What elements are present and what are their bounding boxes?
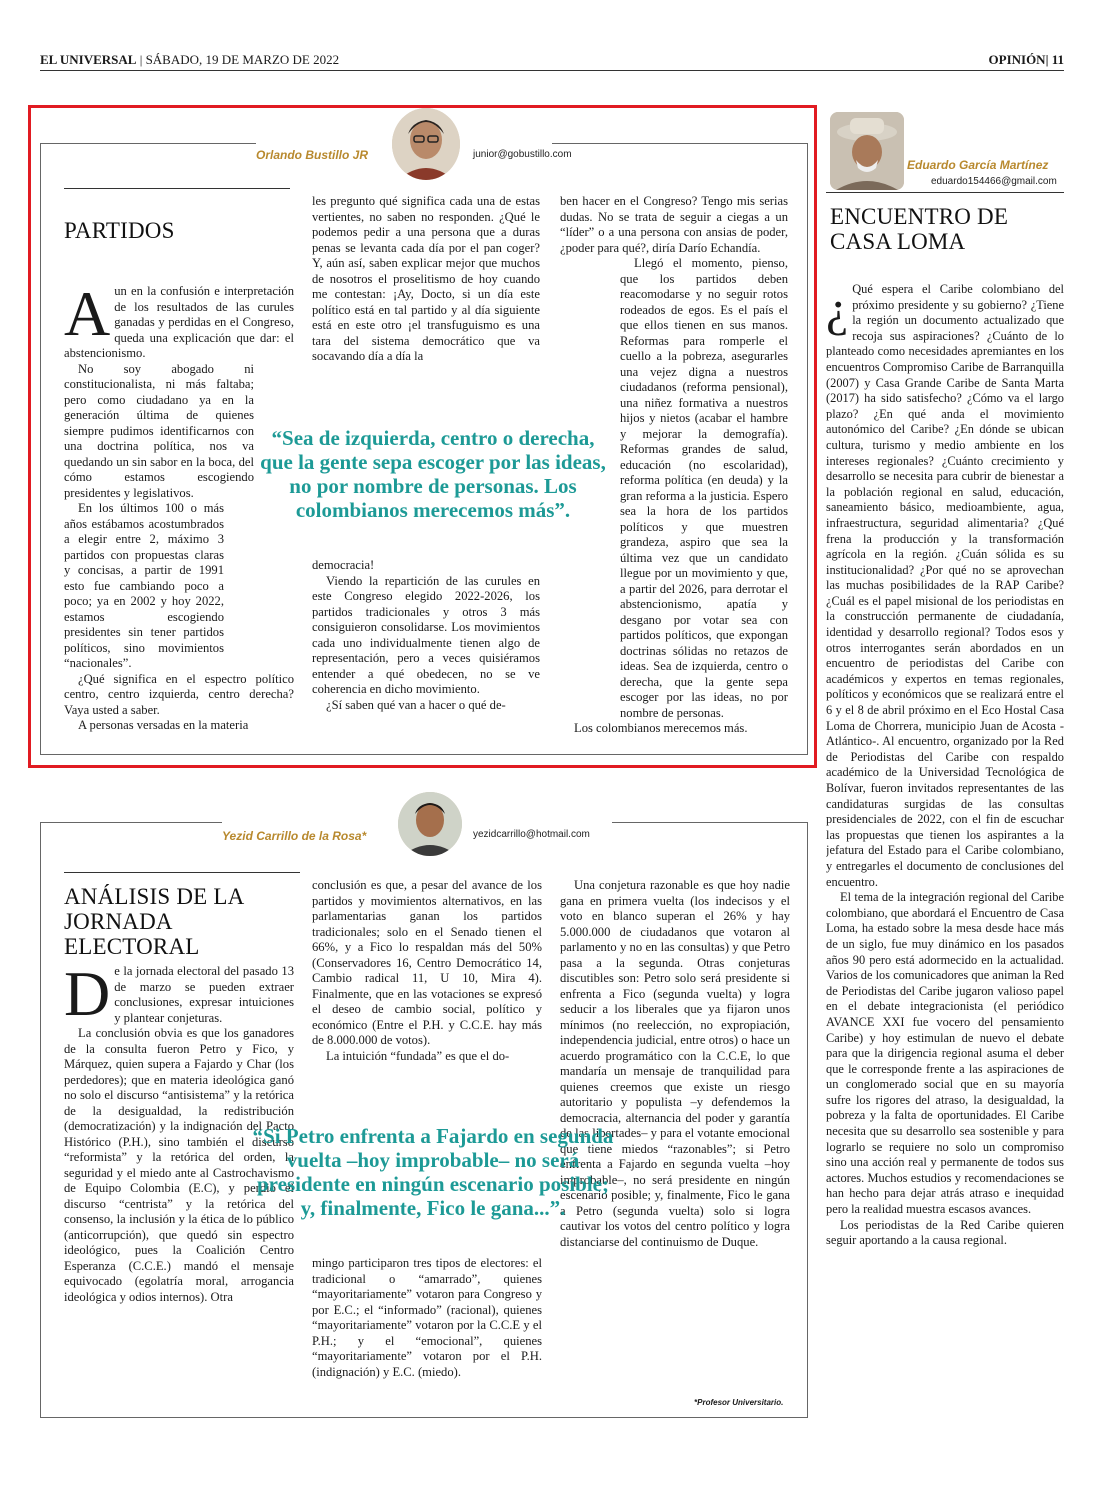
drop-cap: A xyxy=(64,284,111,349)
paragraph: un en la confusión e interpretación de los resultados de las curules ganadas y perdidas en el Congreso, queda una explicación que dar: el abstencionismo. xyxy=(64,284,294,360)
title-rule xyxy=(64,188,290,189)
author-email: yezidcarrillo@hotmail.com xyxy=(473,829,590,840)
paragraph: No soy abogado ni constitucionalista, ni más faltaba; pero como ciudadano ya en la generación última de quienes siempre pudimos identificarnos con una doctrina política, nos va quedando un sin sabor en la boca, del cómo estamos escogiendo presidentes y legislativos. xyxy=(64,361,254,500)
pull-quote: “Sea de izquierda, centro o derecha, que la gente sepa escoger por las ideas, no por nombre de personas. Los colombianos merecemos más”. xyxy=(260,426,606,522)
paragraph: democracia! xyxy=(312,558,375,572)
newspaper-name: EL UNIVERSAL xyxy=(40,52,137,67)
drop-cap: ¿ xyxy=(826,282,849,336)
author-photo xyxy=(398,792,462,856)
pull-quote: “Si Petro enfrenta a Fajardo en segunda vuelta –hoy improbable– no será presidente en ningún escenario posible; y, finalmente, Fico le gana...”. xyxy=(252,1124,614,1220)
article-column-2b xyxy=(312,1256,542,1410)
article-column-2a xyxy=(312,194,540,424)
paragraph: ¿Sí saben qué van a hacer o qué de- xyxy=(326,697,506,712)
author-photo xyxy=(830,112,904,190)
article-column-2a xyxy=(312,878,542,1108)
paragraph: ben hacer en el Congreso? Tengo mis serias dudas. No se trata de seguir a ciegas a un “líder” o a una persona con ansias de poder, ¿poder para qué?, diría Darío Echandía. xyxy=(560,194,788,255)
title-rule xyxy=(64,872,300,873)
masthead: EL UNIVERSAL | SÁBADO, 19 DE MARZO DE 2022 OPINIÓN| 11 xyxy=(40,50,1064,71)
paragraph: La intuición “fundada” es que el do- xyxy=(326,1048,510,1063)
paragraph: Qué espera el Caribe colombiano del próximo presidente y su gobierno? ¿Tiene la región un documento actualizado que recoja sus aspiraciones? ¿Cuánto de lo planteado como necesidades apremiantes en los encuentros Compromiso Caribe de Barranquilla (2007) y Casa Grande Caribe de Santa Marta (2017) ha sido satisfecho? ¿Cómo va el largo plazo? ¿En qué anda el movimiento autonómico del Caribe? ¿En dónde se ubican cultura, turismo y medio ambiente en los intereses regionales? ¿Cuánto crecimiento y desarrollo se necesita para cubrir de bienestar a la población regional en salud, educación, saneamiento básico, medioambiente, agua, infraestructura, seguridad alimentaria? ¿Qué frena la producción y la transformación agrícola en la región. ¿Cuán sólida es su institucionalidad? ¿Por qué no se aprovechan las muchas posibilidades de la RAP Caribe? ¿Cuál es el papel misional de los periodistas en la construcción permanente de ciudadanía, identidad y desarrollo regional? Todos esos y otros interrogantes serán abordados en un encuentro de periodistas del Caribe con académicos y expertos en temas regionales, políticos y económicos que se realizará entre el 6 y el 8 de abril próximo en el Eco Hostal Casa Loma de Chorrera, municipio Juan de Acosta -Atlántico-. Al encuentro, organizado por la Red de Periodistas del Caribe con respaldo académico de la Universidad Tecnológica de Bolívar, fueron invitados representantes de las candidaturas surgidas de las consultas presidenciales de 2022, con el fin de escuchar las propuestas que tienen los aspirantes a la jefatura del Estado para el Caribe colombiano, y entregarles el documento de conclusiones del encuentro. xyxy=(826,282,1064,889)
author-photo xyxy=(392,108,460,180)
paragraph: En los últimos 100 o más años estábamos acostumbrados a elegir entre 2, máximo 3 partidos con propuestas claras y concisas, a partir de 1991 esto fue cambiando poco a poco; ya en 2002 y hoy 2022, estamos escogiendo presidentes sin tener partidos políticos, sino movimientos “nacionales”. xyxy=(64,501,224,670)
paragraph: Una conjetura razonable es que hoy nadie gana en primera vuelta (los indecisos y el voto en blanco superan el 26% y hay 5.000.000 de ciudadanos que votaron al parlamento y no en las consultas) y que Petro pasa a la segunda. Otras conjeturas discutibles son: Petro solo será presidente si enfrenta a Fico (segunda vuelta) y logra seducir a los liberales que ya fijaron unos mínimos (no reelección, no expropiación, independencia judicial, entre otros) o hace un acuerdo programático con la C.C.E, lo que mandaría un mensaje de tranquilidad para quienes creemos que existe un riesgo autoritario y populista –y defendemos la democracia, alternancia del poder y garantía de las libertades– y para el votante emocional que tiene miedos “razonables”; si Petro enfrenta a Fajardo en segunda vuelta –hoy improbable–, no será presidente en ningún escenario posible; y, finalmente, Fico le gana a Petro (segunda vuelta) solo si logra cautivar los votos del centro político y logra distanciarse del continuismo de Duque. xyxy=(560,878,790,1249)
author-name: Yezid Carrillo de la Rosa* xyxy=(222,829,367,843)
paragraph: mingo participaron tres tipos de electores: el tradicional o “amarrado”, quienes “mayoritariamente” votaron para Congreso y por E.C.; el “informado” (racional), quienes “mayoritariamente” votaron por la C.C.E y el P.H.; y el “emocional”, quienes “mayoritariamente” votaron por el P.H. (indignación) y E.C. (miedo). xyxy=(312,1256,542,1379)
paragraph: Llegó el momento, pienso, que los partidos deben reacomodarse y no seguir rotos rodeados de egos. Es el país el que ellos tienen en sus manos. Reformas para romperle el cuello a la pobreza, asegurarles una vejez digna a nuestros ciudadanos (reforma pensional), una niñez formativa a nuestros hijos y nietos (acabar el hambre y mejorar la demografía). Reformas grandes de salud, educación (no escolaridad), reforma política (en deuda) y la gran reforma a la justicia. Espero sea la hora de los partidos políticos y que muestren grandeza, aspiro que sea la última vez que un candidato llegue por un movimiento y que, a partir del 2026, para derrotar el abstencionismo, apatía y desgano por votar sea con partidos políticos, que expongan doctrinas sólidas no retazos de ideas. Sea de izquierda, centro o derecha, que la gente sepa escoger por las ideas, no por nombre de personas. xyxy=(620,256,788,720)
paragraph: e la jornada electoral del pasado 13 de marzo se pueden extraer conclusiones, expresar intuiciones y plantear conjeturas. xyxy=(114,964,294,1025)
article-title: ANÁLISIS DE LA JORNADA ELECTORAL xyxy=(64,884,244,959)
author-name: Orlando Bustillo JR xyxy=(256,148,369,162)
paragraph: les pregunto qué significa cada una de estas vertientes, no saben no responden. ¿Qué le podemos pedir a una persona que a duras penas se levanta cada día por el pan coger? Y, aún así, saben explicar mejor que muchos de nosotros el proselitismo de hoy cuando me contestan: ¡Ay, Docto, si un día este político está en tal partido y al día siguiente está en este otro ¡el transfuguismo es una tara del sistema democrático que va socavando día a día la xyxy=(312,194,540,363)
section-name: OPINIÓN xyxy=(988,52,1046,67)
author-name: Eduardo García Martínez xyxy=(907,158,1049,172)
author-email: eduardo154466@gmail.com xyxy=(931,176,1057,187)
paragraph: La conclusión obvia es que los ganadores de la consulta fueron Petro y Fico, y Márquez, quien supera a Fajardo y Char (los perdedores); que en materia ideológica ganó no solo el discurso “antisistema” y la retórica de la desigualdad, la redistribución (democratización) y la indignación del Pacto Histórico (P.H.), sino también el discurso “reformista” y la retórica del orden, la seguridad y el miedo ante al Castrochavismo de Equipo Colombia (E.C), y perdió el discurso “centrista” y la retórica del consenso, la inclusión y la ética de lo público (anticorrupción), que quedó sin espectro ideológico, pues la Coalición Centro Esperanza (C.C.E.) mandó el mensaje equivocado (egolatría moral, arrogancia ideológica y odios internos). Otra xyxy=(64,1026,294,1304)
page-number: 11 xyxy=(1051,52,1064,67)
paragraph: Los periodistas de la Red Caribe quieren seguir aportando a la causa regional. xyxy=(826,1217,1064,1248)
issue-date: SÁBADO, 19 DE MARZO DE 2022 xyxy=(145,52,340,67)
paragraph: ¿Qué significa en el espectro político centro, centro izquierda, centro derecha? Vaya usted a saber. xyxy=(64,671,294,717)
paragraph: El tema de la integración regional del Caribe colombiano, que abordará el Encuentro de Casa Loma, ha estado sobre la mesa desde hace más de un siglo, fue muy dinámico en los pasados años 90 pero está adormecido en la actualidad. Varios de los comunicadores que animan la Red de Periodistas del Caribe jugaron valioso papel en el debate integracionista (el periódico AVANCE XXI fue vocero del pensamiento Caribe) y hoy estimulan de nuevo el debate para que la dirigencia regional asuma el deber que le corresponde frente a las aspiraciones de un conglomerado social que en su mayoría sufre los rigores del atraso, la desigualdad, la pobreza y la falta de oportunidades. El Caribe necesita que su desarrollo sea sostenible y para lograrlo se requiere no solo un compromiso sino una acción real y permanente de todos sus actores. Muchos estudios y recomendaciones se han hecho para dejar atrás atraso e inequidad pero la realidad muestra escasos avances. xyxy=(826,890,1064,1217)
drop-cap: D xyxy=(64,964,111,1029)
article-title: PARTIDOS xyxy=(64,218,175,243)
paragraph: Los colombianos merecemos más. xyxy=(574,721,748,735)
paragraph: A personas versadas en la materia xyxy=(78,718,249,732)
article-title: ENCUENTRO DE CASA LOMA xyxy=(830,204,1009,254)
author-email: junior@gobustillo.com xyxy=(473,149,572,160)
avatar-icon xyxy=(392,108,460,180)
paragraph: Viendo la repartición de las curules en este Congreso elegido 2022-2026, los partidos tradicionales y otros 3 más consiguieron consolidarse. Los movimientos cada uno individualmente tienen algo de representación, pero a veces quisiéramos entender a qué obedecen, no se ve coherencia en dicho movimiento. xyxy=(312,573,540,696)
author-footnote: *Profesor Universitario. xyxy=(694,1398,784,1407)
paragraph: conclusión es que, a pesar del avance de los partidos y movimientos alternativos, en las parlamentarias ganan los partidos tradicionales; solo en el Senado tienen el 66%, y a Fico lo respaldan más del 50% (Conservadores 16, Centro Democrático 14, Cambio radical 11, U 10, Mira 4). Finalmente, que en las votaciones se expresó el deseo de cambio social, político y económico (Entre el P.H. y C.C.E. hay más de 8.000.000 de votos). xyxy=(312,878,542,1047)
title-rule xyxy=(826,192,1064,193)
article-column-2b xyxy=(312,558,540,748)
avatar-icon xyxy=(398,792,462,856)
avatar-icon xyxy=(830,112,904,190)
article-body xyxy=(826,282,1064,1412)
